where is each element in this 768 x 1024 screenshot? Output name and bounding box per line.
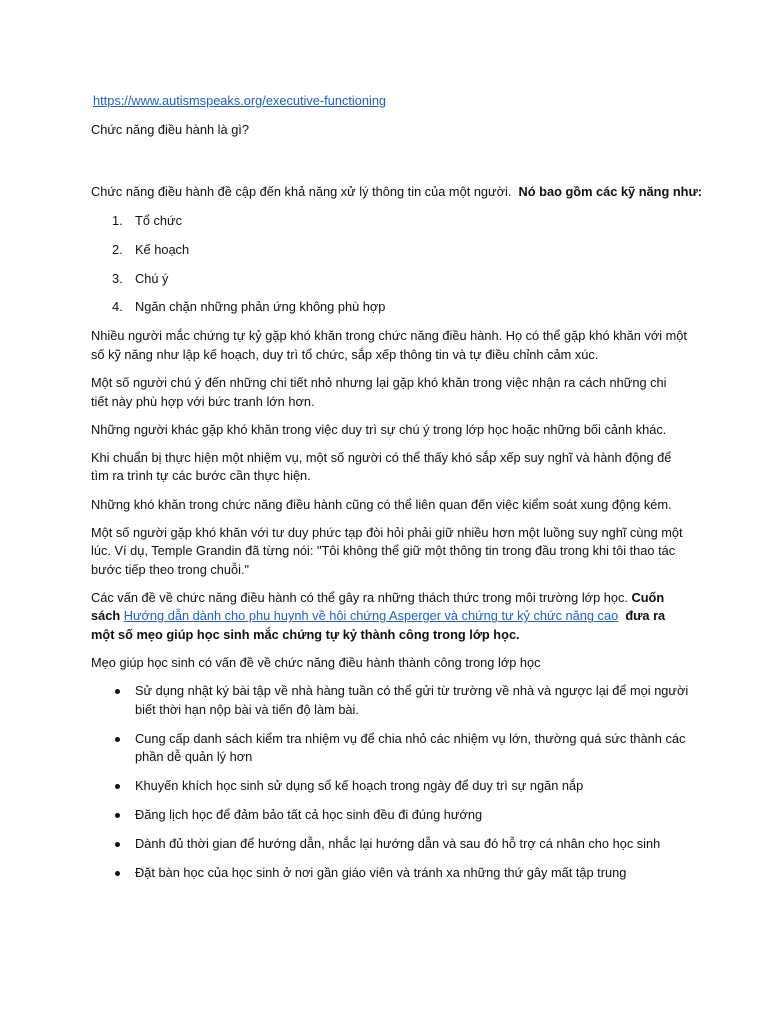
intro-text: Chức năng điều hành đề cập đến khả năng xử lý thông tin của một người. [91, 184, 512, 200]
list-item [91, 777, 691, 796]
bullet-icon [115, 784, 120, 789]
list-item-line: Khuyến khích học sinh sử dụng sổ kế hoạch trong ngày để duy trì sự ngăn nắp [135, 778, 584, 794]
list-item-line: biết thời hạn nộp bài và tiến độ làm bài. [135, 701, 359, 717]
paragraph-line: Những người khác gặp khó khăn trong việc duy trì sự chú ý trong lớp học hoặc những bối cảnh khác. [91, 421, 667, 437]
challenges-bold-after: đưa ra [625, 608, 666, 624]
list-item-line: Cung cấp danh sách kiểm tra nhiệm vụ để chia nhỏ các nhiệm vụ lớn, thường quá sức thành các [135, 730, 686, 746]
challenges-bold-start: Cuốn [631, 589, 665, 605]
list-item [91, 212, 691, 231]
paragraph-line: Một số người gặp khó khăn với tư duy phức tạp đòi hỏi phải giữ nhiều hơn một luồng suy nghĩ cùng một [91, 524, 683, 540]
bullet-icon [115, 689, 120, 694]
paragraph-details [91, 374, 691, 411]
paragraph-line: tiết này phù hợp với bức tranh lớn hơn. [91, 393, 315, 409]
list-item-line: Đăng lịch học để đảm bảo tất cả học sinh đều đi đúng hướng [135, 807, 483, 823]
paragraph-task-planning [91, 449, 691, 486]
paragraph-line [91, 589, 691, 608]
list-item [91, 298, 691, 317]
challenges-bold-line: một số mẹo giúp học sinh mắc chứng tự kỷ thành công trong lớp học. [91, 627, 520, 643]
paragraph-difficulties [91, 327, 691, 364]
list-item-line: phần dễ quản lý hơn [135, 749, 253, 765]
paragraph-line: tìm ra trình tự các bước cần thực hiện. [91, 468, 311, 484]
list-item-line: Dành đủ thời gian để hướng dẫn, nhắc lại hướng dẫn và sau đó hỗ trợ cá nhân cho học sinh [135, 836, 661, 851]
tips-list [91, 682, 691, 882]
list-number: 2. [112, 241, 123, 257]
tips-heading: Mẹo giúp học sinh có vấn đề về chức năng điều hành thành công trong lớp học [91, 655, 541, 671]
paragraph-classroom-challenges [91, 589, 691, 645]
list-item [91, 682, 691, 719]
challenges-bold-prefix: sách [91, 608, 121, 624]
list-number: 3. [112, 270, 123, 286]
paragraph-line: số kỹ năng như lập kế hoạch, duy trì tổ chức, sắp xếp thông tin và tự điều chỉnh cảm xúc. [91, 346, 599, 362]
list-item [91, 241, 691, 260]
paragraph-line [91, 626, 691, 645]
list-number: 4. [112, 299, 123, 315]
skills-list [91, 212, 691, 317]
paragraph-line: Một số người chú ý đến những chi tiết nhỏ nhưng lại gặp khó khăn trong việc nhận ra cách những chi [91, 375, 667, 391]
list-item-label: Ngăn chặn những phản ứng không phù hợp [135, 299, 386, 315]
intro-paragraph [91, 183, 702, 202]
challenges-text: Các vấn đề về chức năng điều hành có thể gây ra những thách thức trong môi trường lớp học. [91, 589, 628, 605]
list-item [91, 270, 691, 289]
source-url-link[interactable]: https://www.autismspeaks.org/executive-functioning [93, 93, 387, 108]
source-url-paragraph [93, 92, 691, 111]
paragraph-line: lúc. Ví dụ, Temple Grandin đã từng nói: "Tôi không thể giữ một thông tin trong đầu trong khi tôi thao tác [91, 543, 676, 559]
paragraph-line: Khi chuẩn bị thực hiện một nhiệm vụ, một số người có thể thấy khó sắp xếp suy nghĩ và hành động để [91, 449, 672, 465]
bullet-icon [115, 842, 120, 847]
list-number: 1. [112, 212, 123, 228]
paragraph-attention [91, 421, 691, 440]
list-item-line: Sử dụng nhật ký bài tập về nhà hàng tuần có thể gửi từ trường về nhà và ngược lại để mọi người [135, 683, 689, 699]
document-page [91, 92, 702, 893]
paragraph-line: bước tiếp theo trong chuỗi." [91, 561, 250, 577]
paragraph-line: Những khó khăn trong chức năng điều hành cũng có thể liên quan đến việc kiểm soát xung động kém. [91, 496, 672, 512]
list-item-label: Kế hoạch [135, 241, 190, 257]
list-item-line: Đặt bàn học của học sinh ở nơi gần giáo viên và tránh xa những thứ gây mất tập trung [135, 864, 627, 880]
paragraph-line: Nhiều người mắc chứng tự kỷ gặp khó khăn trong chức năng điều hành. Họ có thể gặp khó khăn với một [91, 328, 687, 344]
list-item [91, 806, 691, 825]
book-link[interactable]: Hướng dẫn dành cho phụ huynh về hội chứng Asperger và chứng tự kỷ chức năng cao [123, 608, 619, 624]
paragraph-complex-thinking [91, 524, 691, 580]
list-item [91, 730, 691, 767]
list-item-label: Tổ chức [135, 212, 182, 228]
list-item-label: Chú ý [135, 270, 169, 286]
list-item [91, 835, 691, 854]
bullet-icon [115, 813, 120, 818]
bullet-icon [115, 871, 120, 876]
intro-bold-text: Nó bao gồm các kỹ năng như: [518, 184, 702, 200]
bullet-icon [115, 737, 120, 742]
list-item [91, 864, 691, 883]
heading-question: Chức năng điều hành là gì? [91, 121, 249, 137]
paragraph-impulse-control [91, 496, 691, 515]
paragraph-line [91, 607, 691, 626]
